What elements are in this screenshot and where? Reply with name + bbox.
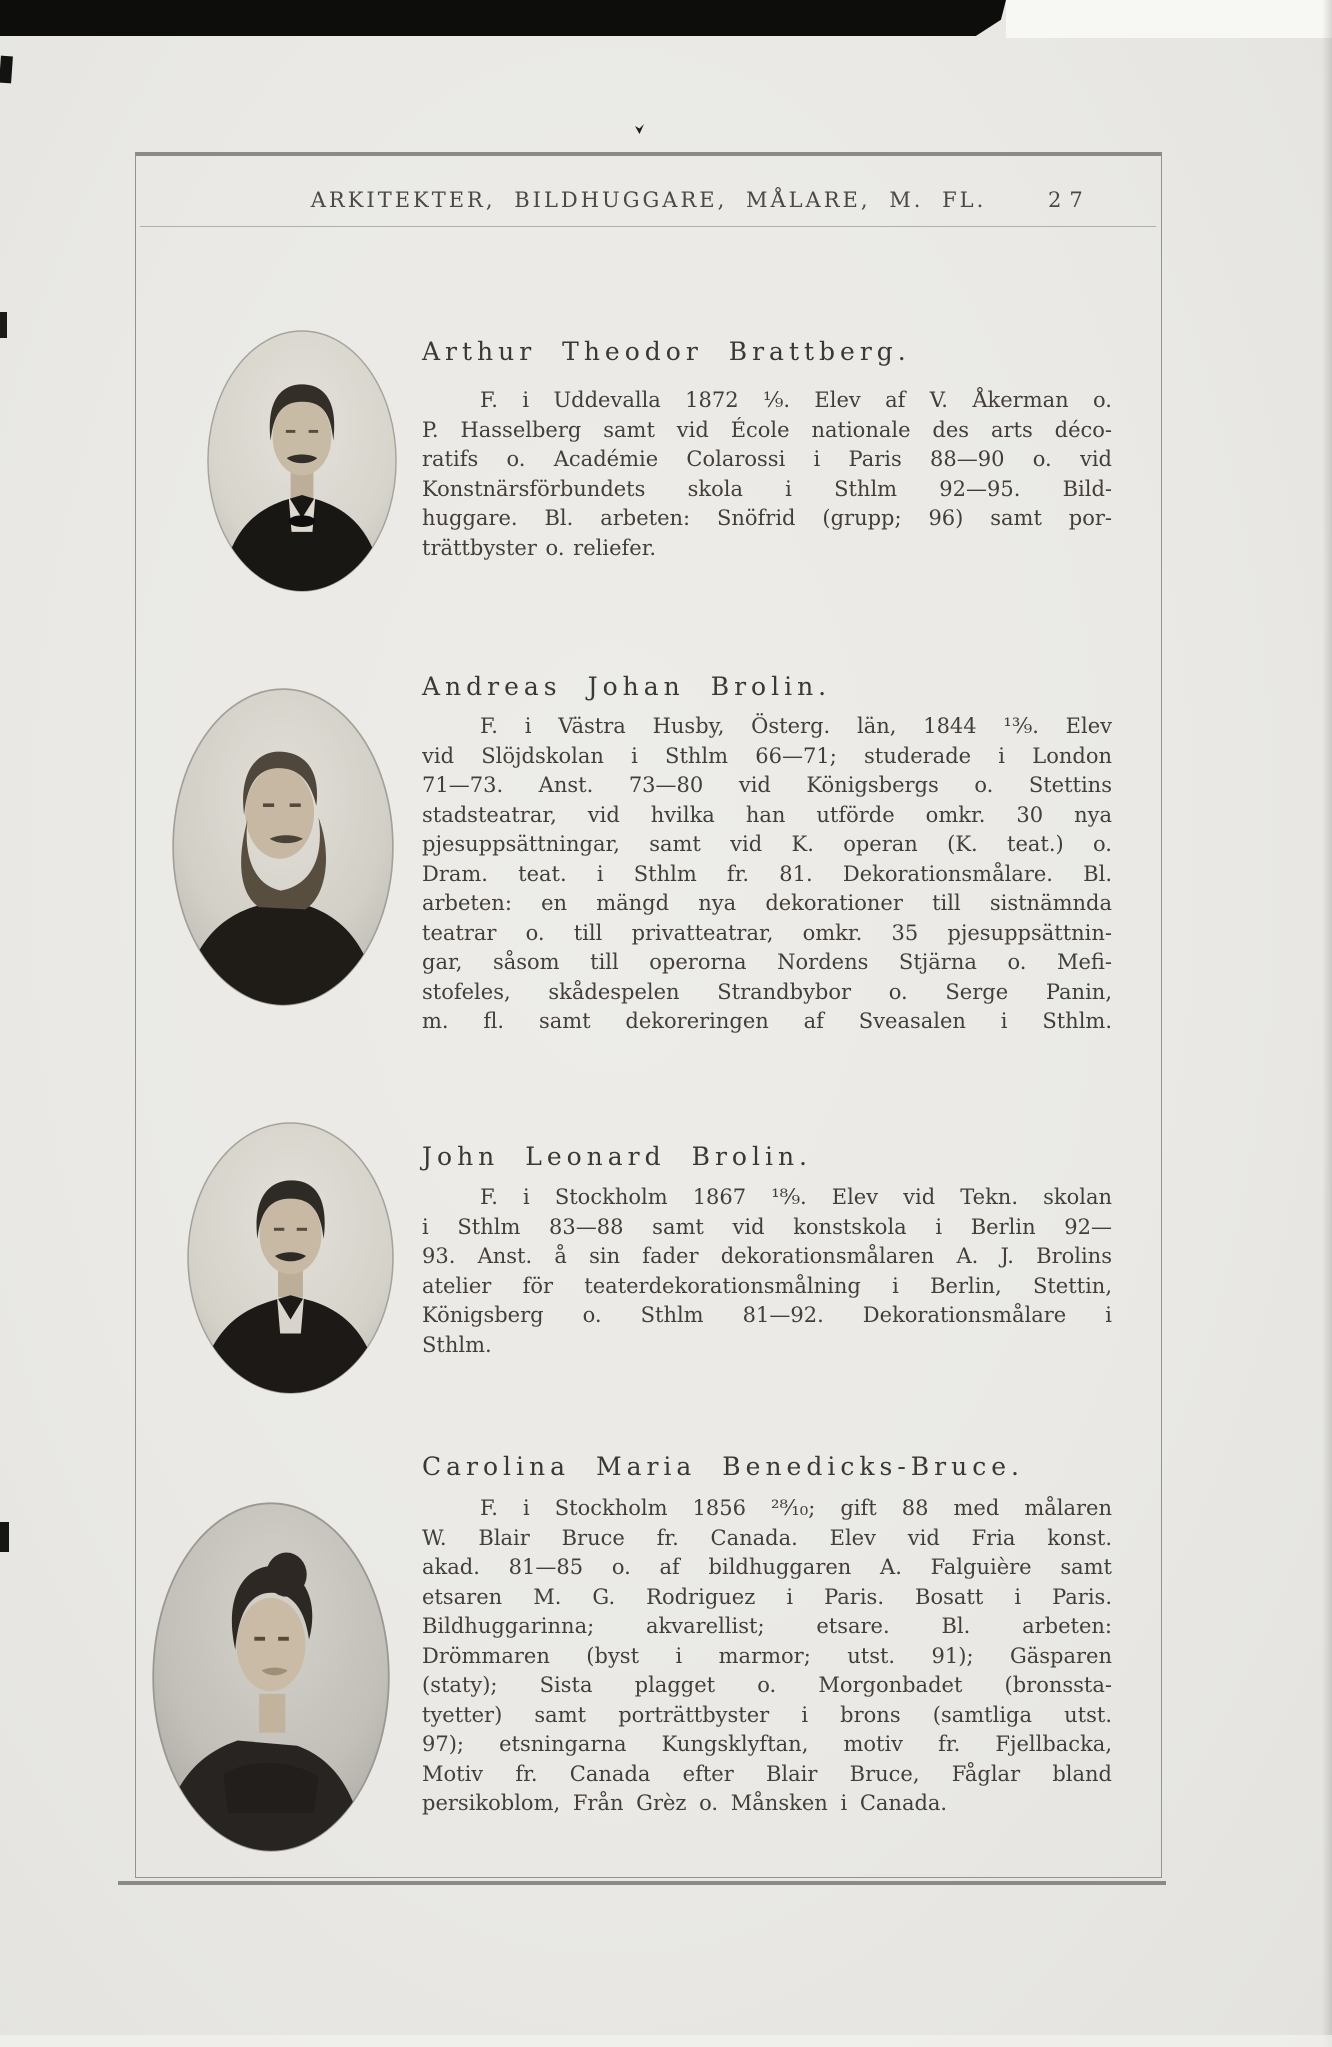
scan-artifact-left-mark xyxy=(0,312,7,338)
scan-artifact-left-mark xyxy=(0,56,13,84)
scan-artifact-bottom-strip xyxy=(0,2035,1332,2047)
bio-line: tyetter) samt porträttbyster i brons (samtliga utst. xyxy=(422,1702,1112,1727)
bio-line: Bildhuggarinna; akvarellist; etsare. Bl. arbeten: xyxy=(422,1614,1112,1638)
bio-line: Motiv fr. Canada efter Blair Bruce, Fåglar bland xyxy=(422,1761,1112,1786)
bio-line: 71—73. Anst. 73—80 vid Königsbergs o. Stettins xyxy=(422,773,1112,797)
bio-line: F. i Västra Husby, Österg. län, 1844 ¹³⁄₉. Elev xyxy=(480,714,1112,738)
bio-line: trättbyster o. reliefer. xyxy=(422,535,657,560)
portrait-arthur-theodor-brattberg xyxy=(207,330,397,592)
entry-name: Andreas Johan Brolin. xyxy=(422,672,832,701)
scan-artifact-ink-speck xyxy=(635,124,644,134)
bio-line: pjesuppsättningar, samt vid K. operan (K. teat.) o. xyxy=(422,832,1112,856)
bio-line: 97); etsningarna Kungsklyftan, motiv fr. Fjellbacka, xyxy=(422,1732,1112,1756)
bio-line: Königsberg o. Sthlm 81—92. Dekorationsmålare i xyxy=(422,1303,1112,1327)
portrait-carolina-maria-benedicks-bruce xyxy=(152,1502,390,1852)
entry-bio xyxy=(422,1494,1112,1819)
bio-line: persikoblom, Från Grèz o. Månsken i Canada. xyxy=(422,1791,948,1815)
bio-line: F. i Stockholm 1867 ¹⁸⁄₉. Elev vid Tekn. skolan xyxy=(480,1185,1112,1209)
running-head-rule xyxy=(140,226,1156,227)
bio-line: vid Slöjdskolan i Sthlm 66—71; studerade i London xyxy=(422,743,1112,768)
bio-line: F. i Stockholm 1856 ²⁸⁄₁₀; gift 88 med målaren xyxy=(480,1496,1112,1520)
bio-line: teatrar o. till privatteatrar, omkr. 35 pjesuppsättnin- xyxy=(422,920,1112,945)
entry-name: Carolina Maria Benedicks-Bruce. xyxy=(422,1452,1024,1481)
bio-line: W. Blair Bruce fr. Canada. Elev vid Fria konst. xyxy=(422,1525,1112,1550)
scan-artifact-left-mark xyxy=(0,1522,9,1552)
page-border-bottom-rule xyxy=(118,1881,1166,1885)
bio-line: Drömmaren (byst i marmor; utst. 91); Gäsparen xyxy=(422,1643,1112,1668)
bio-line: Dram. teat. i Sthlm fr. 81. Dekorationsmålare. Bl. xyxy=(422,861,1112,886)
bio-line: stofeles, skådespelen Strandbybor o. Serge Panin, xyxy=(422,979,1112,1004)
entry-bio xyxy=(422,1183,1112,1360)
bio-line: arbeten: en mängd nya dekorationer till sistnämnda xyxy=(422,891,1112,915)
scan-artifact-edge-shade xyxy=(1322,0,1332,2047)
bio-line: Sthlm. xyxy=(422,1332,492,1357)
bio-line: (staty); Sista plagget o. Morgonbadet (bronssta- xyxy=(422,1673,1112,1697)
entry-bio xyxy=(422,386,1112,563)
bio-line: huggare. Bl. arbeten: Snöfrid (grupp; 96) samt por- xyxy=(422,506,1112,530)
bio-line: akad. 81—85 o. af bildhuggaren A. Falguière samt xyxy=(422,1555,1112,1579)
bio-line: gar, såsom till operorna Nordens Stjärna o. Mefi- xyxy=(422,950,1112,974)
bio-line: ratifs o. Académie Colarossi i Paris 88—90 o. vid xyxy=(422,447,1112,471)
entry-name: John Leonard Brolin. xyxy=(422,1142,812,1171)
bio-line: i Sthlm 83—88 samt vid konstskola i Berlin 92— xyxy=(422,1214,1112,1239)
bio-line: 93. Anst. å sin fader dekorationsmålaren A. J. Brolins xyxy=(422,1244,1112,1268)
entry-name: Arthur Theodor Brattberg. xyxy=(422,337,911,366)
bio-line: stadsteatrar, vid hvilka han utförde omkr. 30 nya xyxy=(422,802,1112,827)
portrait-john-leonard-brolin xyxy=(187,1122,394,1394)
bio-line: etsaren M. G. Rodriguez i Paris. Bosatt i Paris. xyxy=(422,1584,1112,1609)
bio-line: m. fl. samt dekoreringen af Sveasalen i Sthlm. xyxy=(422,1009,1112,1033)
scan-artifact-top-bar xyxy=(0,0,1006,36)
portrait-andreas-johan-brolin xyxy=(172,688,394,1006)
running-head-title: ARKITEKTER, BILDHUGGARE, MÅLARE, M. FL. xyxy=(310,188,987,212)
page-number: 27 xyxy=(1048,188,1091,212)
bio-line: atelier för teaterdekorationsmålning i Berlin, Stettin, xyxy=(422,1273,1112,1298)
scan-artifact-top-white-strip xyxy=(1006,0,1332,38)
bio-line: F. i Uddevalla 1872 ¹⁄₉. Elev af V. Åkerman o. xyxy=(480,388,1112,412)
bio-line: Konstnärsförbundets skola i Sthlm 92—95. Bild- xyxy=(422,476,1112,501)
entry-bio xyxy=(422,712,1112,1037)
bio-line: P. Hasselberg samt vid École nationale des arts déco- xyxy=(422,417,1112,442)
